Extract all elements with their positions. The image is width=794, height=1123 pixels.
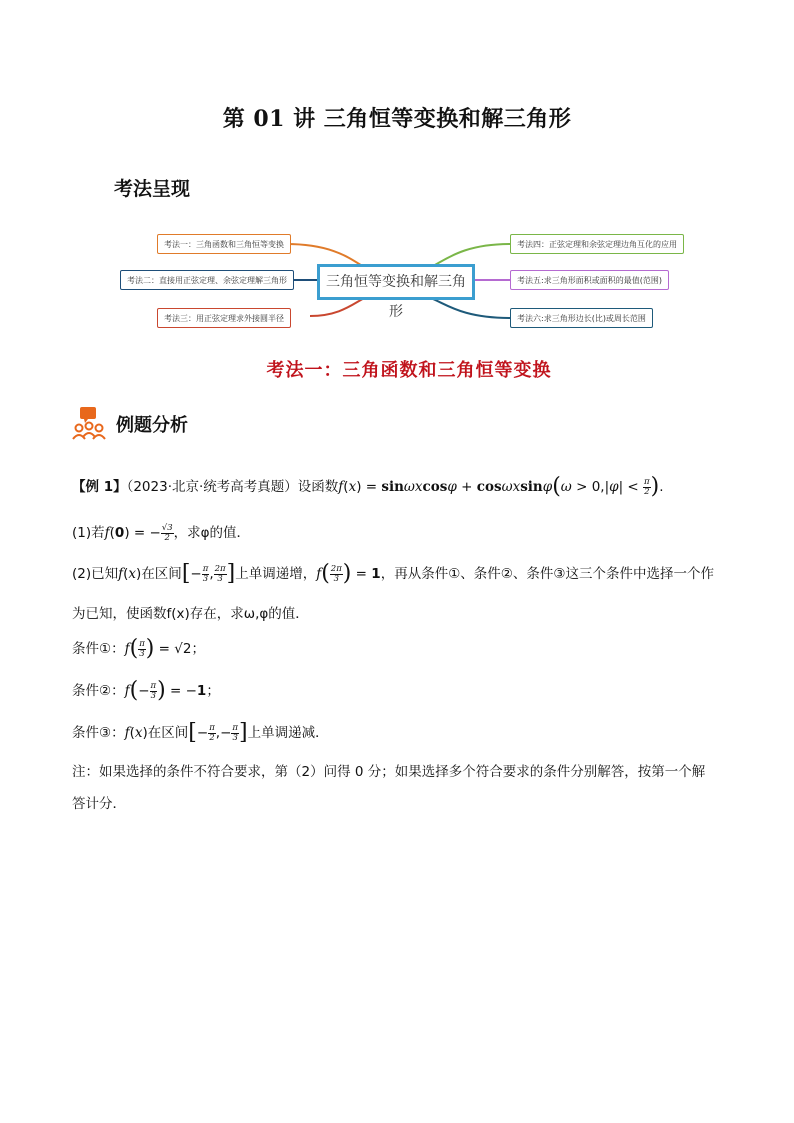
q2-mid: 在区间 <box>141 566 182 582</box>
cond1-label: 条件①： <box>72 641 125 657</box>
mindmap-node-right-1: 考法四：正弦定理和余弦定理边角互化的应用 <box>510 234 684 254</box>
example-header-label: 例题分析 <box>116 415 188 436</box>
mindmap-node-left-1: 考法一：三角函数和三角恒等变换 <box>157 234 291 254</box>
mindmap-node-right-3: 考法六:求三角形边长(比)或周长范围 <box>510 308 653 328</box>
question-2-line-2: 为已知，使函数f(x)存在，求ω,φ的值． <box>72 606 309 622</box>
example-tag: 【例 1】 <box>72 479 127 495</box>
q1-prefix: (1)若 <box>72 525 105 541</box>
example-statement: 【例 1】（2023·北京·统考高考真题）设函数f(x) = sinωxcosφ + cosωxsinφ(ω > 0,|φ| < $\frac{\pi}{2}$ ). <box>72 474 664 499</box>
q2-prefix: (2)已知 <box>72 566 119 582</box>
page-title: 第 01 讲 三角恒等变换和解三角形 <box>222 106 572 132</box>
people-icon <box>72 407 106 441</box>
question-1: (1)若f(0) = − $\frac{√3}{2}$ ，求φ的值． <box>72 522 251 543</box>
cond3-text: 在区间 <box>147 725 189 741</box>
note-line-1: 注：如果选择的条件不符合要求，第（2）问得 0 分；如果选择多个符合要求的条件分别解答，按第一个解 <box>72 764 706 780</box>
example-header <box>72 406 188 442</box>
q2-mid2: 上单调递增， <box>235 566 317 582</box>
q1-suffix: ，求φ的值． <box>173 525 251 541</box>
q2-suffix: ，再从条件①、条件②、条件③这三个条件中选择一个作 <box>380 566 715 582</box>
mind-map <box>120 224 680 336</box>
example-intro: 设函数 <box>297 479 339 495</box>
condition-3: 条件③：f(x)在区间[− $\frac{\pi}{2}$ ,− $\frac{\pi}{3}$ ]上单调递减． <box>72 720 329 745</box>
mindmap-node-right-2: 考法五:求三角形面积或面积的最值(范围) <box>510 270 669 290</box>
cond2-label: 条件②： <box>72 683 125 699</box>
condition-1: 条件①：f( $\frac{\pi}{3}$ ) = √2； <box>72 636 205 661</box>
question-2: (2)已知f(x)在区间[− $\frac{\pi}{3}$ , $\frac{2\pi}{3}$ ]上单调递增，f( $\frac{2\pi}{3}$ ) = 1，再从条件①、条件②、条件③这三个条件中选择一个作 <box>72 561 715 586</box>
condition-2: 条件②：f(− $\frac{\pi}{3}$ ) = −1； <box>72 678 220 703</box>
mindmap-center-node: 三角恒等变换和解三角形 <box>317 264 475 300</box>
example-source: （2023·北京·统考高考真题） <box>126 479 298 495</box>
cond3-label: 条件③： <box>72 725 125 741</box>
subsection-title: 考法一：三角函数和三角恒等变换 <box>266 360 552 381</box>
cond3-suffix: 上单调递减． <box>247 725 329 741</box>
section-title: 考法呈现 <box>114 178 191 200</box>
mindmap-node-left-3: 考法三：用正弦定理求外接圆半径 <box>157 308 291 328</box>
note-line-2: 答计分． <box>72 796 126 812</box>
mindmap-node-left-2: 考法二：直接用正弦定理、余弦定理解三角形 <box>120 270 294 290</box>
